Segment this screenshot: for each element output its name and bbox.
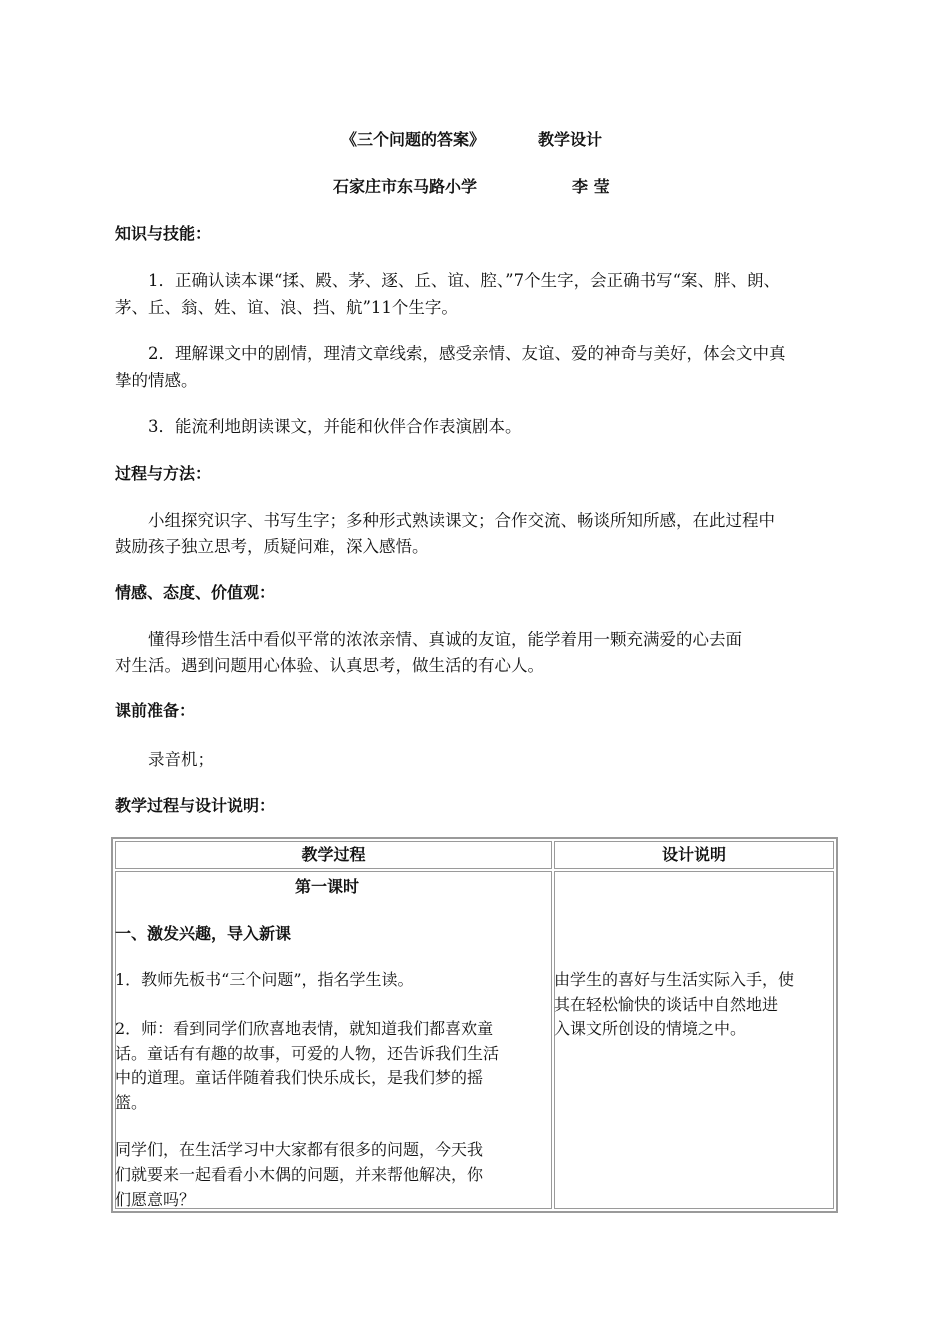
design-note-line-1: 由学生的喜好与生活实际入手，使 <box>554 970 795 989</box>
table-cell-notes <box>554 871 834 1209</box>
step1-title: 一、激发兴趣，导入新课 <box>115 924 292 943</box>
table-header-notes-label: 设计说明 <box>661 845 726 864</box>
process-line-1: 小组探究识字、书写生字；多种形式熟读课文；合作交流、畅谈所知所感，在此过程中 <box>148 511 775 530</box>
knowledge-item-3: 3．能流利地朗读课文，并能和伙伴合作表演剧本。 <box>148 417 522 436</box>
step1-item2-line-3: 中的道理。童话伴随着我们快乐成长，是我们梦的摇 <box>115 1068 484 1087</box>
step1-item3-line-3: 们愿意吗？ <box>115 1190 196 1209</box>
section-heading-emotion: 情感、态度、价值观： <box>115 583 276 602</box>
prep-text: 录音机； <box>148 750 214 769</box>
section-heading-prep: 课前准备： <box>115 701 196 720</box>
emotion-line-1: 懂得珍惜生活中看似平常的浓浓亲情、真诚的友谊，能学着用一颗充满爱的心去面 <box>148 630 742 649</box>
section-heading-knowledge: 知识与技能： <box>115 224 212 243</box>
step1-item1: 1．教师先板书“三个问题”，指名学生读。 <box>115 970 414 989</box>
table-header-process-label: 教学过程 <box>301 845 366 864</box>
design-note-line-3: 入课文所创设的情境之中。 <box>554 1019 747 1038</box>
author-name: 李 莹 <box>572 177 610 196</box>
document-title: 《三个问题的答案》 <box>341 130 486 149</box>
document-subtitle: 教学设计 <box>538 130 603 149</box>
knowledge-item-2-line-2: 挚的情感。 <box>115 371 198 390</box>
step1-item2-line-4: 篮。 <box>115 1093 148 1112</box>
step1-item2-line-2: 话。童话有有趣的故事，可爱的人物，还告诉我们生活 <box>115 1044 500 1063</box>
process-line-2: 鼓励孩子独立思考，质疑问难，深入感悟。 <box>115 537 429 556</box>
lesson-label: 第一课时 <box>295 877 360 896</box>
knowledge-item-1-line-1: 1．正确认读本课“揉、殿、茅、逐、丘、谊、腔、”7个生字，会正确书写“案、胖、朗、 <box>148 271 781 290</box>
design-note-line-2: 其在轻松愉快的谈话中自然地进 <box>554 995 779 1014</box>
knowledge-item-2-line-1: 2．理解课文中的剧情，理清文章线索，感受亲情、友谊、爱的神奇与美好，体会文中真 <box>148 344 786 363</box>
knowledge-item-1-line-2: 茅、丘、翁、姓、谊、浪、挡、航”11个生字。 <box>115 298 458 317</box>
step1-item3-line-1: 同学们，在生活学习中大家都有很多的问题，今天我 <box>115 1140 484 1159</box>
emotion-line-2: 对生活。遇到问题用心体验、认真思考，做生活的有心人。 <box>115 656 544 675</box>
step1-item3-line-2: 们就要来一起看看小木偶的问题，并来帮他解决，你 <box>115 1165 484 1184</box>
step1-item2-line-1: 2．师：看到同学们欣喜地表情，就知道我们都喜欢童 <box>115 1019 494 1038</box>
school-name: 石家庄市东马路小学 <box>333 177 478 196</box>
table-header-notes <box>554 841 834 869</box>
section-heading-teaching: 教学过程与设计说明： <box>115 796 276 815</box>
section-heading-process: 过程与方法： <box>115 464 212 483</box>
table-header-process <box>115 841 552 869</box>
